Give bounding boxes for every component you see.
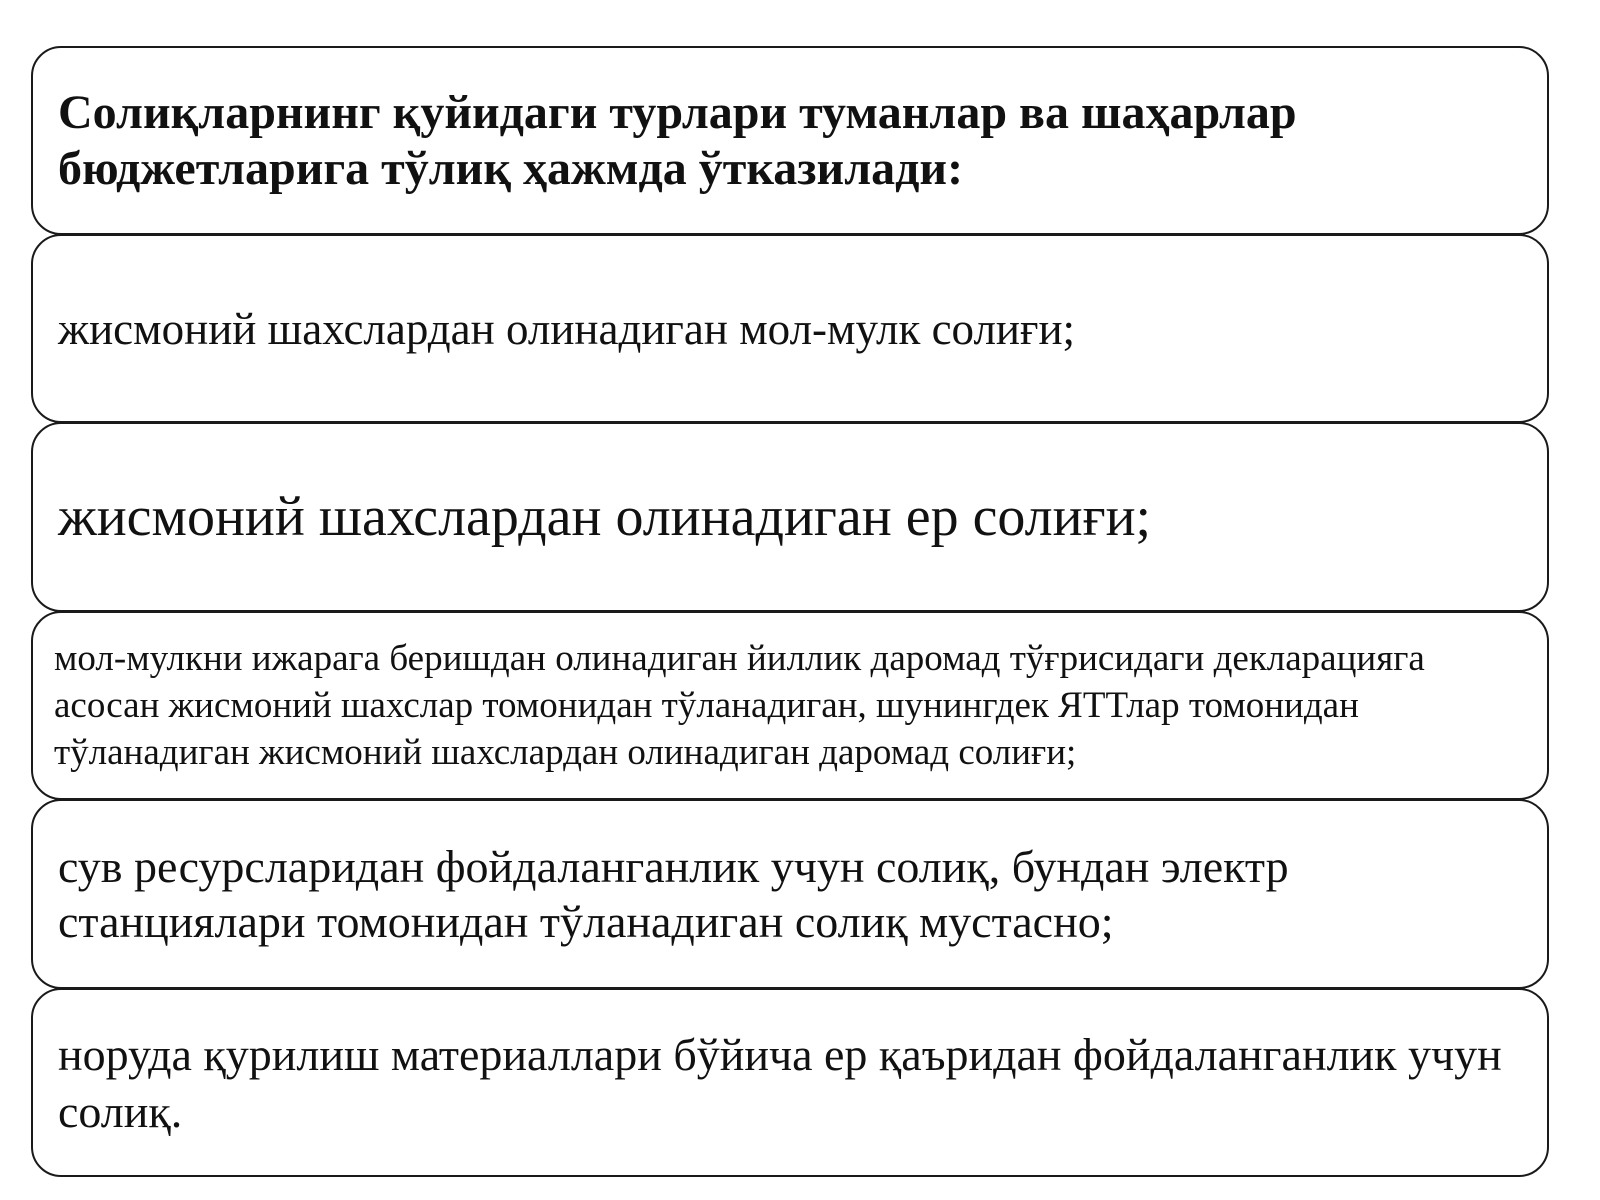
- tax-item-box-5: [31, 988, 1549, 1177]
- tax-item-text: жисмоний шахслардан олинадиган мол-мулк солиғи;: [58, 303, 1076, 354]
- tax-item-text: жисмоний шахслардан олинадиган ер солиғи;: [58, 486, 1152, 548]
- tax-item-text: норуда қурилиш материаллари бўйича ер қаъридан фойдаланганлик учун солиқ.: [58, 1028, 1502, 1137]
- tax-item-text: мол-мулкни ижарага беришдан олинадиган йиллик даромад тўғрисидаги декларацияга асосан жисмоний шахслар томонидан тўланадиган, шунингдек ЯТТлар томонидан тўланадиган жисмоний шахслардан олинадиган даромад солиғи;: [54, 638, 1425, 773]
- heading-box: [31, 46, 1549, 235]
- heading-text: Солиқларнинг қуйидаги турлари туманлар ва шаҳарлар бюджетларига тўлиқ ҳажмда ўтказилади:: [58, 85, 1297, 195]
- tax-item-box-4: [31, 799, 1549, 989]
- tax-item-box-3: [31, 611, 1549, 800]
- tax-item-box-1: [31, 234, 1549, 423]
- tax-item-box-2: [31, 422, 1549, 612]
- tax-item-text: сув ресурсларидан фойдаланганлик учун солиқ, бундан электр станциялари томонидан тўланадиган солиқ мустасно;: [58, 841, 1289, 947]
